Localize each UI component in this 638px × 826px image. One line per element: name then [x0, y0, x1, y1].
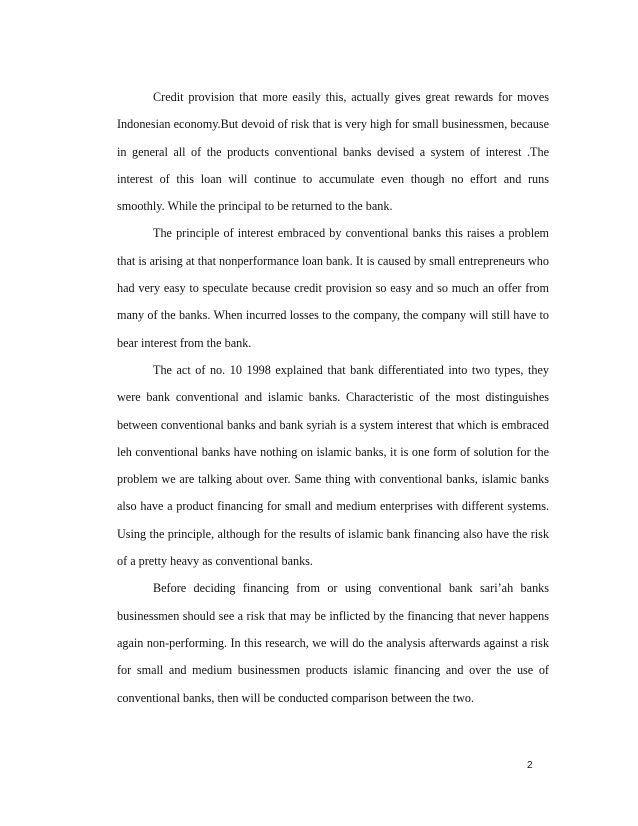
body-text — [117, 84, 549, 712]
paragraph-1: Credit provision that more easily this, actually gives great rewards for moves Indonesian economy.But devoid of risk that is very high for small businessmen, because in general all of the products conventional banks devised a system of interest .The interest of this loan will continue to accumulate even though no effort and runs smoothly. While the principal to be returned to the bank. — [117, 90, 549, 214]
paragraph-3: The act of no. 10 1998 explained that bank differentiated into two types, they were bank conventional and islamic banks. Characteristic of the most distinguishes between conventional banks and bank syriah is a system interest that which is embraced leh conventional banks have nothing on islamic banks, it is one form of solution for the problem we are talking about over. Same thing with conventional banks, islamic banks also have a product financing for small and medium enterprises with different systems. Using the principle, although for the results of islamic bank financing also have the risk of a pretty heavy as conventional banks. — [117, 362, 549, 569]
paragraph-4: Before deciding financing from or using conventional bank sari’ah banks businessmen should see a risk that may be inflicted by the financing that never happens again non-performing. In this research, we will do the analysis afterwards against a risk for small and medium businessmen products islamic financing and over the use of conventional banks, then will be conducted comparison between the two. — [117, 581, 549, 705]
page-number: 2 — [527, 760, 533, 771]
paragraph-2: The principle of interest embraced by conventional banks this raises a problem that is arising at that nonperformance loan bank. It is caused by small entrepreneurs who had very easy to speculate because credit provision so easy and so much an offer from many of the banks. When incurred losses to the company, the company will still have to bear interest from the bank. — [117, 226, 549, 350]
